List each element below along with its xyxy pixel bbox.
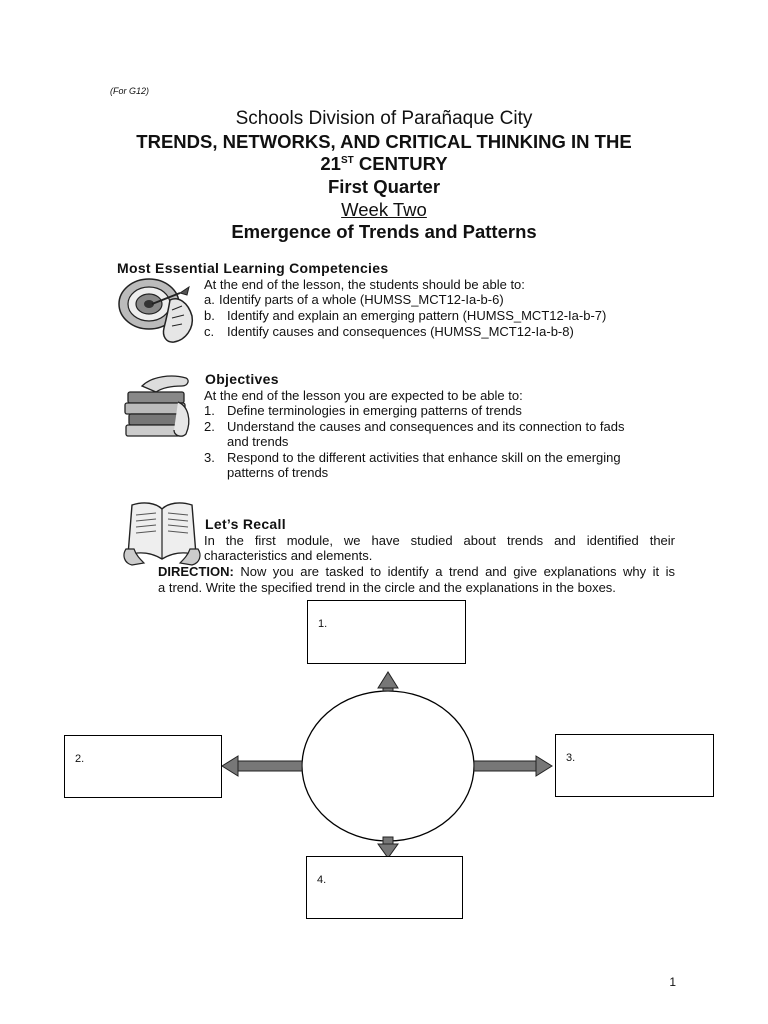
century-word: CENTURY <box>353 153 448 174</box>
answer-box-4[interactable] <box>306 856 463 919</box>
box-1-label: 1. <box>318 618 328 630</box>
recall-heading: Let’s Recall <box>205 516 286 532</box>
objective-text-2b: and trends <box>227 434 289 449</box>
page-number: 1 <box>669 975 676 989</box>
century-suffix: ST <box>340 155 354 166</box>
melc-text-b: Identify and explain an emerging pattern (HUMSS_MCT12-Ia-b-7) <box>227 308 607 323</box>
objective-marker-3: 3. <box>204 450 215 465</box>
subject-title-line1: TRENDS, NETWORKS, AND CRITICAL THINKING IN THE <box>136 131 632 152</box>
week-text: Week Two <box>341 199 427 220</box>
arrow-left <box>222 756 302 776</box>
objective-text-3b: patterns of trends <box>227 465 329 480</box>
recall-text-line2: characteristics and elements. <box>204 548 373 563</box>
century-number: 21 <box>320 153 341 174</box>
melc-marker-a: a. <box>204 292 215 307</box>
division-name: Schools Division of Parañaque City <box>235 108 533 129</box>
objective-marker-1: 1. <box>204 403 215 418</box>
objective-marker-2: 2. <box>204 419 215 434</box>
answer-box-3[interactable] <box>555 734 714 797</box>
melc-marker-c: c. <box>204 324 215 339</box>
objective-text-3a: Respond to the different activities that enhance skill on the emerging <box>227 450 621 465</box>
direction-label: DIRECTION: <box>158 564 234 579</box>
objectives-intro: At the end of the lesson you are expected to be able to: <box>204 388 523 403</box>
objective-text-2a: Understand the causes and consequences and its connection to fads <box>227 419 625 434</box>
melc-heading: Most Essential Learning Competencies <box>117 260 389 276</box>
arrow-up <box>378 672 398 691</box>
box-4-label: 4. <box>317 874 327 886</box>
box-3-label: 3. <box>566 752 576 764</box>
melc-intro: At the end of the lesson, the students should be able to: <box>204 277 525 292</box>
box-2-label: 2. <box>75 753 85 765</box>
objective-text-1: Define terminologies in emerging patterns of trends <box>227 403 522 418</box>
melc-text-c: Identify causes and consequences (HUMSS_MCT12-Ia-b-8) <box>227 324 574 339</box>
melc-text-a: Identify parts of a whole (HUMSS_MCT12-Ia-b-6) <box>219 292 504 307</box>
melc-marker-b: b. <box>204 308 215 323</box>
answer-box-2[interactable] <box>64 735 222 798</box>
lesson-topic: Emergence of Trends and Patterns <box>231 221 537 242</box>
direction-line2: a trend. Write the specified trend in the circle and the explanations in the boxes. <box>158 580 616 595</box>
objectives-heading: Objectives <box>205 371 279 387</box>
quarter-label: First Quarter <box>327 176 441 197</box>
recall-text-line1: In the first module, we have studied about trends and identified their <box>204 533 675 548</box>
arrow-right <box>474 756 552 776</box>
answer-box-1[interactable] <box>307 600 466 664</box>
trend-circle[interactable] <box>302 691 474 841</box>
grade-label: (For G12) <box>110 86 150 96</box>
direction-text1: Now you are tasked to identify a trend and give explanations why it is <box>233 564 675 579</box>
